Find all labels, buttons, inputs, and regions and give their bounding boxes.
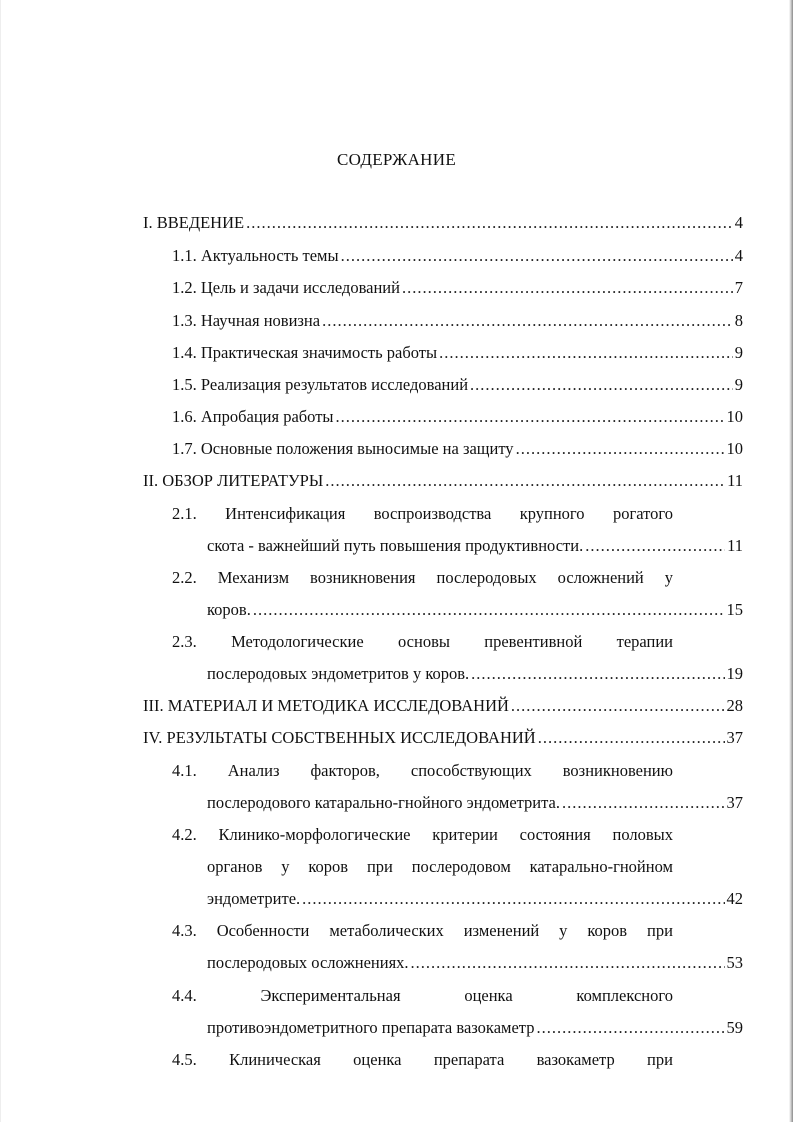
toc-word: 4.1. xyxy=(172,761,197,780)
toc-entry-1-5[interactable] xyxy=(172,374,743,396)
toc-page-number: 9 xyxy=(734,343,743,362)
toc-entry-text: IV. РЕЗУЛЬТАТЫ СОБСТВЕННЫХ ИССЛЕДОВАНИЙ xyxy=(143,728,536,747)
toc-entry-2-2-line2[interactable] xyxy=(207,599,743,621)
toc-word: Особенности xyxy=(216,921,310,940)
toc-word: 4.3. xyxy=(172,921,197,940)
toc-word: превентивной xyxy=(484,632,583,651)
toc-entry-4-1-line2[interactable] xyxy=(207,792,743,814)
toc-entry-4-1-line1[interactable] xyxy=(172,760,673,782)
toc-leader-dots xyxy=(511,695,725,717)
toc-entry-text: скота - важнейший путь повышения продуктивности. xyxy=(207,536,584,555)
toc-entry-4-3-line1[interactable] xyxy=(172,920,673,942)
toc-word: оценка xyxy=(464,986,513,1005)
toc-word: основы xyxy=(398,632,450,651)
toc-word: терапии xyxy=(616,632,673,651)
toc-word: при xyxy=(647,1050,673,1069)
toc-leader-dots xyxy=(246,212,733,234)
toc-leader-dots xyxy=(538,727,725,749)
toc-entry-literature-review[interactable] xyxy=(143,470,743,492)
toc-entry-text: послеродовых эндометритов у коров. xyxy=(207,664,470,683)
toc-word: Интенсификация xyxy=(225,504,346,523)
toc-entry-1-4[interactable] xyxy=(172,342,743,364)
toc-word: 2.1. xyxy=(172,504,197,523)
toc-page-number: 10 xyxy=(726,407,743,426)
toc-word: оценка xyxy=(353,1050,402,1069)
toc-entry-text: 1.5. Реализация результатов исследований xyxy=(172,375,469,394)
toc-page-number: 10 xyxy=(726,439,743,458)
toc-entry-text: I. ВВЕДЕНИЕ xyxy=(143,213,245,232)
toc-word: факторов, xyxy=(310,761,380,780)
toc-word: послеродовых xyxy=(436,568,537,587)
toc-page-number: 28 xyxy=(726,696,743,715)
toc-leader-dots xyxy=(253,599,725,621)
toc-leader-dots xyxy=(302,888,724,910)
toc-entry-text: III. МАТЕРИАЛ И МЕТОДИКА ИССЛЕДОВАНИЙ xyxy=(143,696,509,715)
toc-entry-1-1[interactable] xyxy=(172,245,743,267)
toc-word: органов xyxy=(207,857,263,876)
toc-entry-4-4-line1[interactable] xyxy=(172,985,673,1007)
toc-word: Экспериментальная xyxy=(260,986,401,1005)
toc-entry-4-5-line1[interactable] xyxy=(172,1049,673,1071)
toc-entry-text: 1.4. Практическая значимость работы xyxy=(172,343,438,362)
toc-leader-dots xyxy=(411,952,725,974)
toc-word: рогатого xyxy=(612,504,673,523)
toc-entry-2-2-line1[interactable] xyxy=(172,567,673,589)
toc-word: Методологические xyxy=(231,632,364,651)
toc-entry-text: 1.7. Основные положения выносимые на защиту xyxy=(172,439,514,458)
toc-entry-materials-methods[interactable] xyxy=(143,695,743,717)
toc-word: у xyxy=(559,921,568,940)
toc-entry-text: II. ОБЗОР ЛИТЕРАТУРЫ xyxy=(143,471,324,490)
toc-page-number: 53 xyxy=(726,953,743,972)
toc-entry-1-3[interactable] xyxy=(172,310,743,332)
toc-entry-results[interactable] xyxy=(143,727,743,749)
toc-page-number: 11 xyxy=(727,471,743,490)
toc-entry-text: 1.1. Актуальность темы xyxy=(172,246,339,265)
toc-word: 4.4. xyxy=(172,986,197,1005)
toc-entry-1-6[interactable] xyxy=(172,406,743,428)
toc-entry-4-2-line2[interactable] xyxy=(207,856,673,878)
toc-leader-dots xyxy=(341,245,733,267)
toc-entry-2-3-line1[interactable] xyxy=(172,631,673,653)
toc-leader-dots xyxy=(585,535,725,557)
toc-entry-text: эндометрите. xyxy=(207,889,301,908)
toc-entry-introduction[interactable] xyxy=(143,212,743,234)
toc-page-number: 11 xyxy=(727,536,743,555)
toc-word: 2.3. xyxy=(172,632,197,651)
toc-word: состояния xyxy=(519,825,591,844)
toc-word: критерии xyxy=(432,825,498,844)
toc-page-number: 9 xyxy=(734,375,743,394)
toc-page-number: 8 xyxy=(734,311,743,330)
toc-page-number: 15 xyxy=(726,600,743,619)
toc-word: Клинико-морфологические xyxy=(218,825,411,844)
toc-word: 4.2. xyxy=(172,825,197,844)
toc-entry-text: 1.3. Научная новизна xyxy=(172,311,321,330)
toc-word: половых xyxy=(612,825,673,844)
toc-word: вазокаметр xyxy=(536,1050,615,1069)
toc-page-number: 19 xyxy=(726,664,743,683)
toc-word: коров xyxy=(308,857,349,876)
toc-leader-dots xyxy=(516,438,725,460)
toc-entry-2-1-line1[interactable] xyxy=(172,503,673,525)
toc-entry-text: послеродового катарально-гнойного эндометрита. xyxy=(207,793,561,812)
toc-page-number: 4 xyxy=(734,213,743,232)
toc-entry-text: противоэндометритного препарата вазокаметр xyxy=(207,1018,535,1037)
toc-entry-1-2[interactable] xyxy=(172,277,743,299)
toc-word: возникновению xyxy=(562,761,673,780)
toc-leader-dots xyxy=(439,342,733,364)
toc-word: 2.2. xyxy=(172,568,197,587)
toc-entry-4-4-line2[interactable] xyxy=(207,1017,743,1039)
toc-word: метаболических xyxy=(329,921,444,940)
toc-leader-dots xyxy=(325,470,725,492)
toc-entry-1-7[interactable] xyxy=(172,438,743,460)
toc-word: Клиническая xyxy=(229,1050,321,1069)
toc-word: способствующих xyxy=(410,761,532,780)
toc-word: при xyxy=(647,921,673,940)
toc-word: у xyxy=(281,857,290,876)
toc-word: препарата xyxy=(433,1050,505,1069)
toc-word: Механизм xyxy=(217,568,290,587)
toc-word: катарально-гнойном xyxy=(529,857,673,876)
toc-page-number: 7 xyxy=(734,278,743,297)
toc-word: коров xyxy=(587,921,628,940)
toc-word: воспроизводства xyxy=(373,504,492,523)
toc-entry-2-3-line2[interactable] xyxy=(207,663,743,685)
toc-entry-text: 1.2. Цель и задачи исследований xyxy=(172,278,400,297)
toc-leader-dots xyxy=(336,406,725,428)
toc-leader-dots xyxy=(470,374,733,396)
toc-word: у xyxy=(664,568,673,587)
toc-word: крупного xyxy=(519,504,585,523)
toc-leader-dots xyxy=(562,792,724,814)
toc-word: 4.5. xyxy=(172,1050,197,1069)
toc-page-number: 37 xyxy=(726,728,743,747)
toc-word: послеродовом xyxy=(411,857,511,876)
toc-leader-dots xyxy=(536,1017,724,1039)
page-title: СОДЕРЖАНИЕ xyxy=(336,150,457,169)
toc-entry-2-1-line2[interactable] xyxy=(207,535,743,557)
toc-leader-dots xyxy=(471,663,724,685)
toc-page-number: 37 xyxy=(726,793,743,812)
toc-word: изменений xyxy=(463,921,540,940)
toc-word: комплексного xyxy=(576,986,673,1005)
toc-leader-dots xyxy=(322,310,733,332)
toc-page-number: 59 xyxy=(726,1018,743,1037)
toc-page-number: 4 xyxy=(734,246,743,265)
toc-entry-text: послеродовых осложнениях. xyxy=(207,953,409,972)
toc-word: Анализ xyxy=(227,761,280,780)
toc-entry-4-2-line3[interactable] xyxy=(207,888,743,910)
toc-entry-text: 1.6. Апробация работы xyxy=(172,407,334,426)
toc-entry-4-2-line1[interactable] xyxy=(172,824,673,846)
toc-word: при xyxy=(366,857,393,876)
toc-leader-dots xyxy=(402,277,733,299)
toc-word: осложнений xyxy=(557,568,644,587)
toc-entry-text: коров. xyxy=(207,600,251,619)
toc-entry-4-3-line2[interactable] xyxy=(207,952,743,974)
toc-word: возникновения xyxy=(310,568,416,587)
toc-page-number: 42 xyxy=(726,889,743,908)
